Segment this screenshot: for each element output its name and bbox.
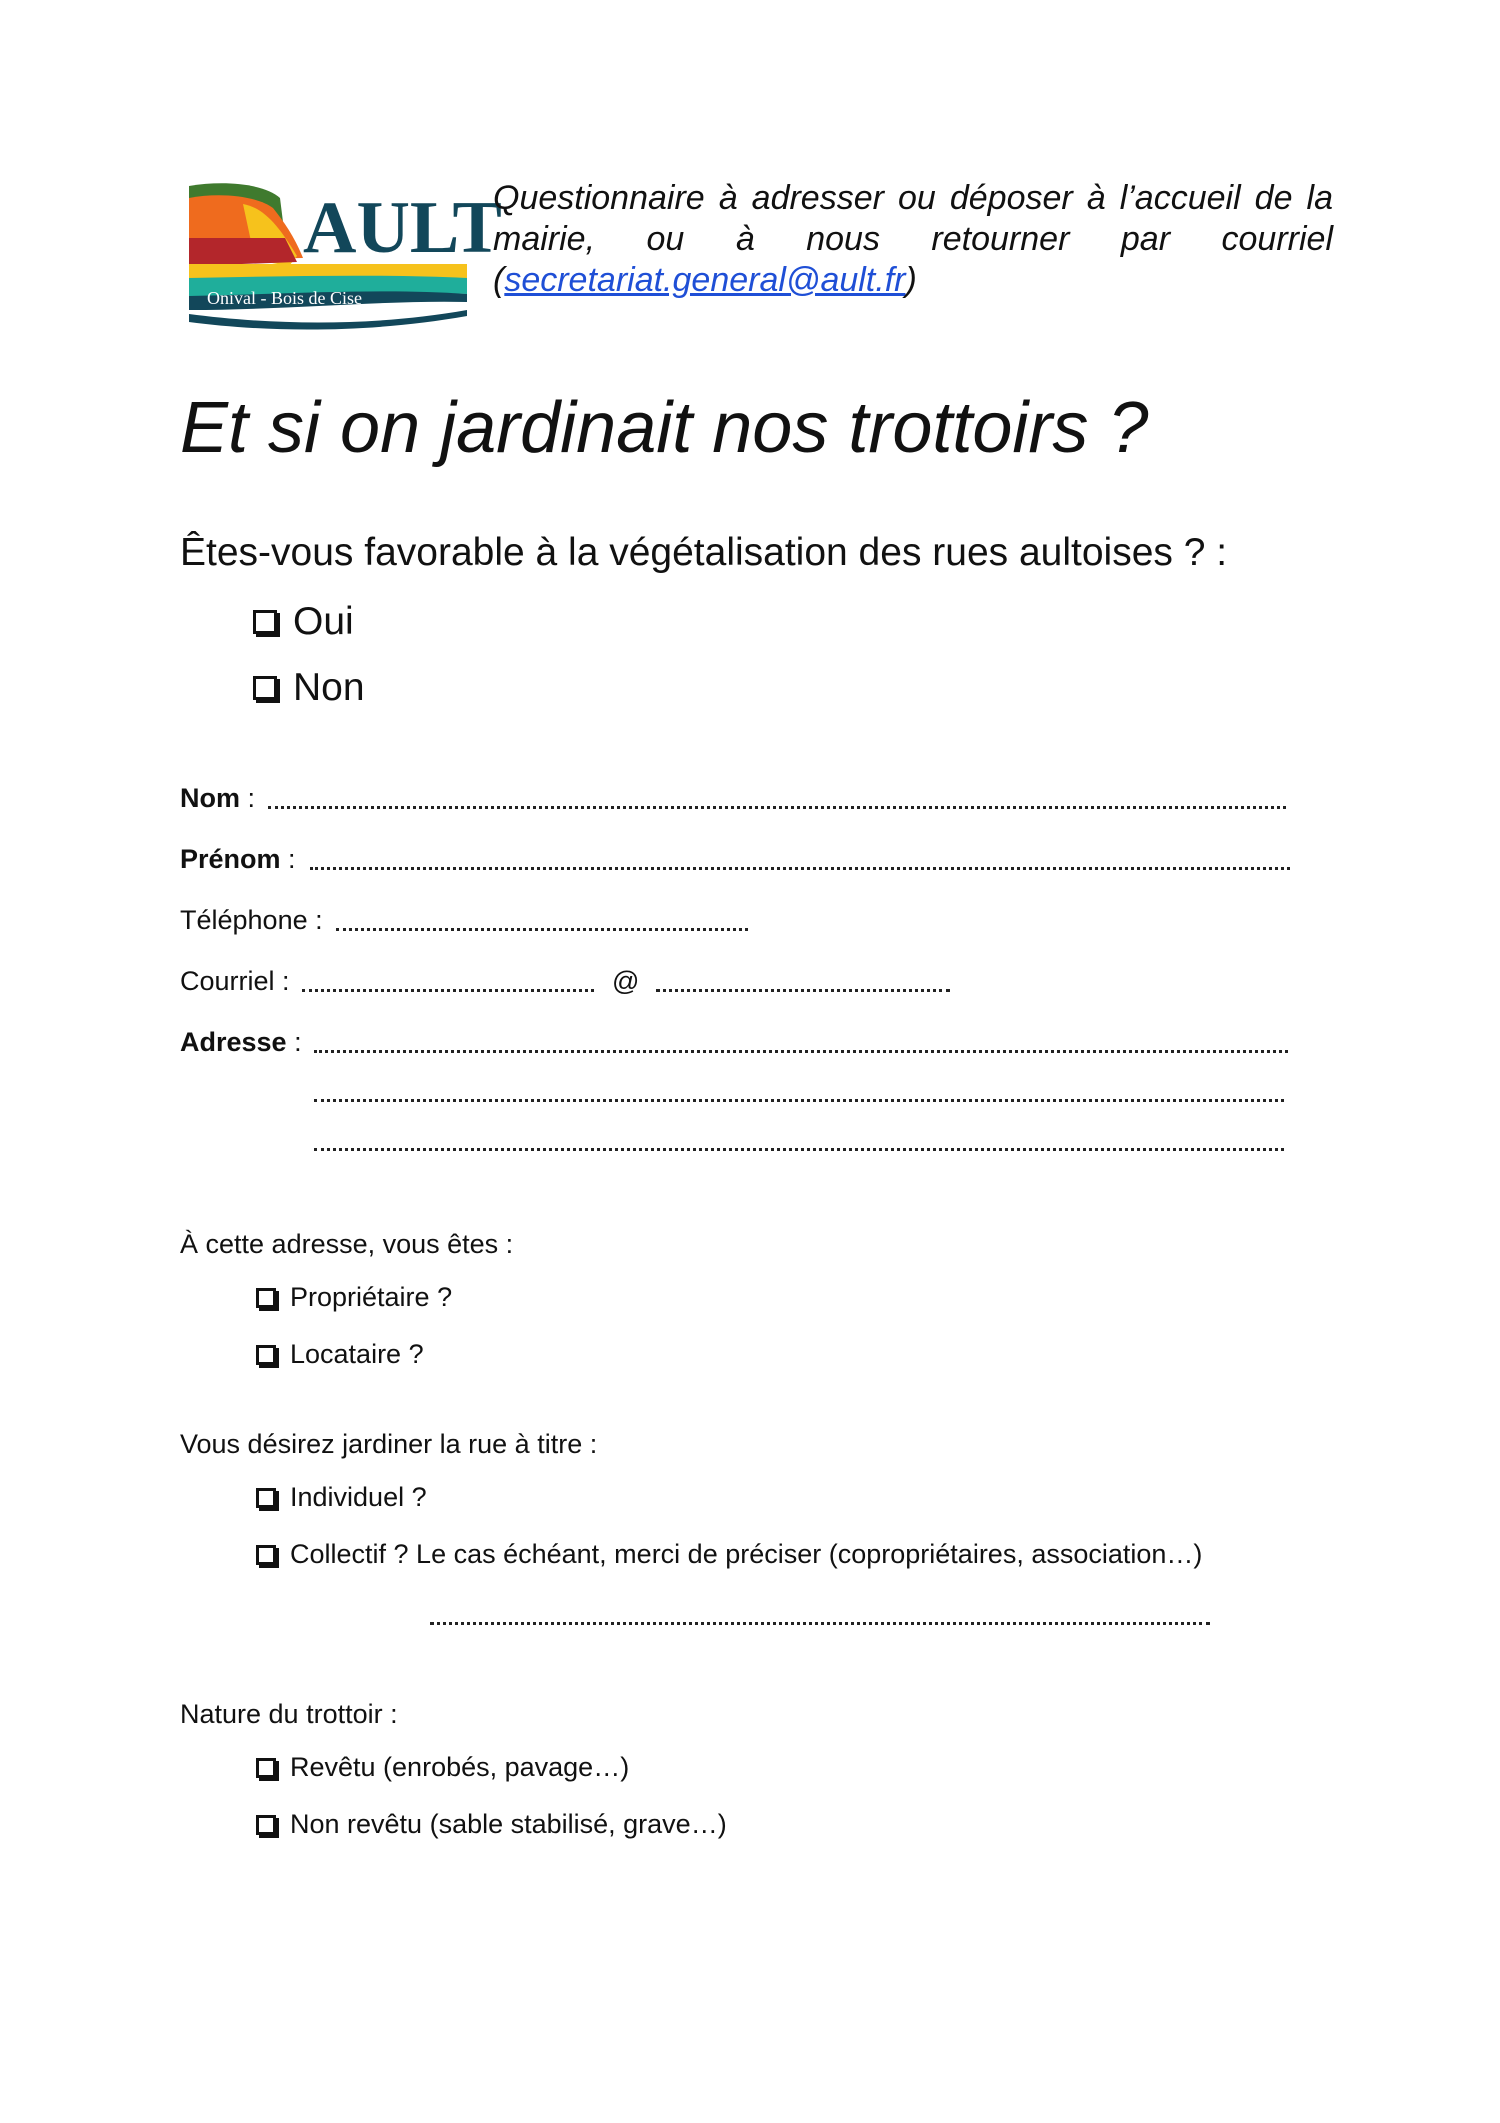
- instruction-prefix: Questionnaire à adresser ou déposer à l’accueil de la mairie, ou à nous retourner par courriel (: [493, 179, 1333, 299]
- courriel-user-field[interactable]: [302, 989, 594, 992]
- logo-subtitle: Onival - Bois de Cise: [207, 288, 362, 308]
- checkbox[interactable]: [256, 1815, 276, 1835]
- adresse-label: Adresse :: [180, 1027, 302, 1057]
- checkbox[interactable]: [256, 1545, 276, 1565]
- option-label: Locataire ?: [290, 1339, 424, 1369]
- nom-label: Nom :: [180, 783, 256, 813]
- checkbox[interactable]: [253, 676, 277, 700]
- checkbox[interactable]: [256, 1488, 276, 1508]
- gardening-question: Vous désirez jardiner la rue à titre :: [180, 1429, 598, 1459]
- favorable-question: Êtes-vous favorable à la végétalisation des rues aultoises ? :: [180, 531, 1228, 574]
- checkbox[interactable]: [253, 610, 277, 634]
- sidewalk-question: Nature du trottoir :: [180, 1699, 398, 1729]
- option-label: Oui: [293, 600, 354, 643]
- option-label: Propriétaire ?: [290, 1282, 453, 1312]
- adresse-field-1[interactable]: [314, 1050, 1288, 1053]
- telephone-label: Téléphone :: [180, 905, 323, 935]
- option-revetu[interactable]: [256, 1752, 629, 1783]
- page-title: Et si on jardinait nos trottoirs ?: [180, 388, 1149, 468]
- option-label: Non revêtu (sable stabilisé, grave…): [290, 1809, 727, 1839]
- ault-logo: [185, 178, 502, 330]
- option-label: Non: [293, 666, 365, 709]
- option-locataire[interactable]: [256, 1339, 424, 1370]
- adresse-field-3[interactable]: [314, 1148, 1284, 1151]
- option-label: Revêtu (enrobés, pavage…): [290, 1752, 630, 1782]
- nom-field[interactable]: [268, 806, 1286, 809]
- occupancy-question: À cette adresse, vous êtes :: [180, 1229, 514, 1259]
- option-individuel[interactable]: [256, 1482, 427, 1513]
- collectif-detail-field[interactable]: [430, 1622, 1210, 1625]
- adresse-field-2[interactable]: [314, 1099, 1284, 1102]
- logo-wordmark: AULT: [303, 187, 502, 269]
- header-instruction: [493, 178, 1333, 301]
- option-label: Collectif ? Le cas échéant, merci de préciser (copropriétaires, association…): [290, 1539, 1203, 1569]
- checkbox[interactable]: [256, 1758, 276, 1778]
- option-proprietaire[interactable]: [256, 1282, 452, 1313]
- instruction-suffix: ): [905, 261, 917, 299]
- checkbox[interactable]: [256, 1345, 276, 1365]
- option-non-revetu[interactable]: [256, 1809, 727, 1840]
- telephone-field[interactable]: [336, 928, 748, 931]
- prenom-label: Prénom :: [180, 844, 296, 874]
- checkbox[interactable]: [256, 1288, 276, 1308]
- courriel-domain-field[interactable]: [656, 989, 950, 992]
- option-oui[interactable]: [253, 600, 354, 644]
- option-non[interactable]: [253, 666, 365, 710]
- courriel-label: Courriel :: [180, 966, 290, 996]
- option-label: Individuel ?: [290, 1482, 427, 1512]
- option-collectif[interactable]: [256, 1539, 1202, 1570]
- at-sign: @: [612, 966, 640, 996]
- email-link[interactable]: secretariat.general@ault.fr: [504, 261, 906, 299]
- prenom-field[interactable]: [310, 867, 1290, 870]
